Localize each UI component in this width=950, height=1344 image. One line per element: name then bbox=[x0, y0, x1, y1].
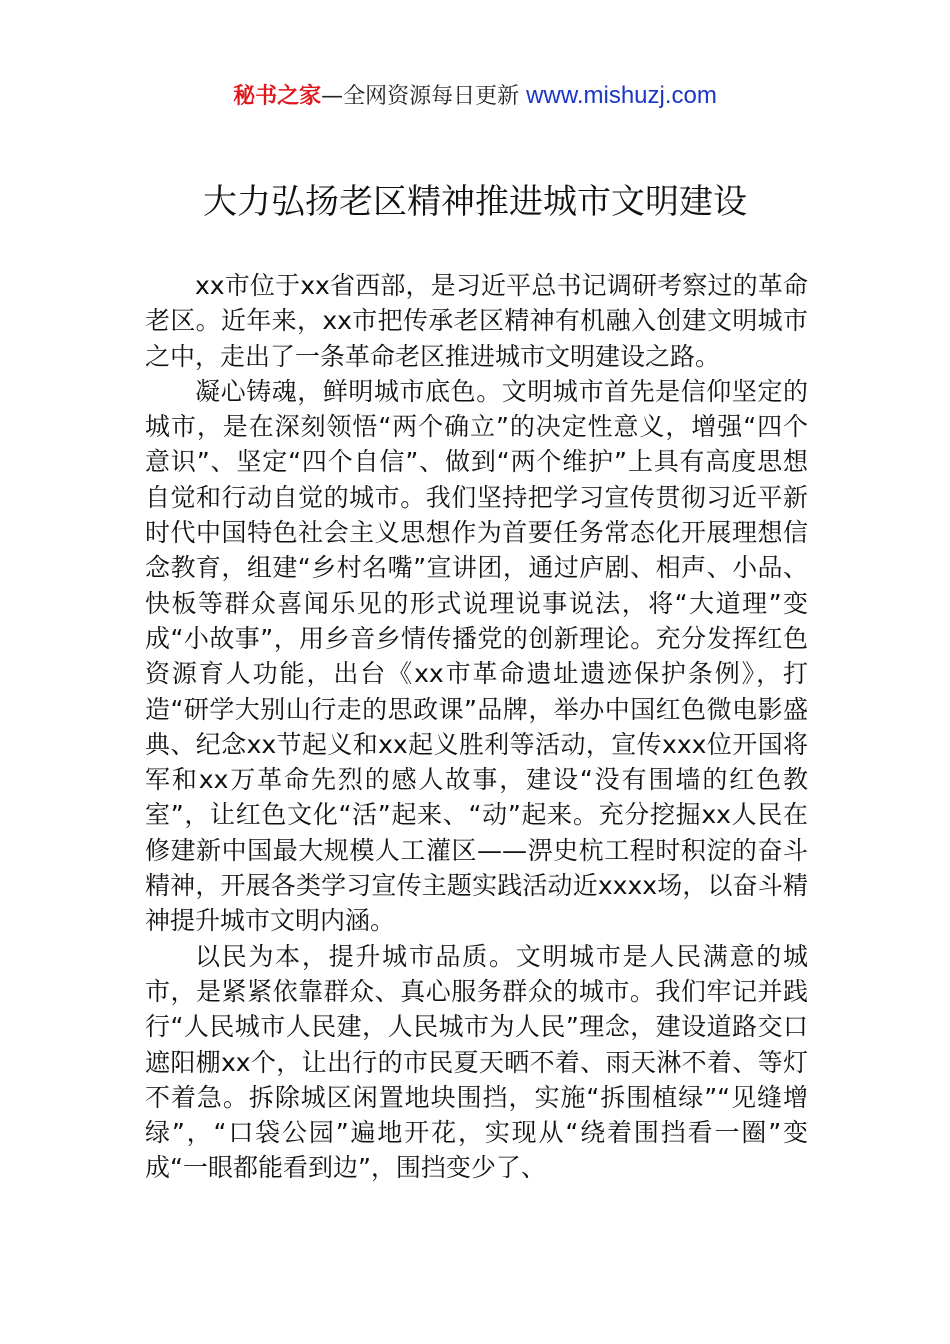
paragraph-people: 以民为本，提升城市品质。文明城市是人民满意的城市，是紧紧依靠群众、真心服务群众的城市。我们牢记并践行“人民城市人民建，人民城市为人民”理念，建设道路交口遮阳棚xx个，让出行的市民夏天晒不着、雨天淋不着、等灯不着急。拆除城区闲置地块围挡，实施“拆围植绿”“见缝增绿”，“口袋公园”遍地开花，实现从“绕着围挡看一圈”变成“一眼都能看到边”，围挡变少了、 bbox=[145, 941, 808, 1183]
site-url-link[interactable]: www.mishuzj.com bbox=[526, 82, 717, 109]
site-brand: 秘书之家 bbox=[233, 84, 322, 109]
site-tagline: —全网资源每日更新 bbox=[321, 84, 527, 109]
paragraph-intro: xx市位于xx省西部，是习近平总书记调研考察过的革命老区。近年来，xx市把传承老区精神有机融入创建文明城市之中，走出了一条革命老区推进城市文明建设之路。 bbox=[145, 271, 808, 371]
document-title: 大力弘扬老区精神推进城市文明建设 bbox=[203, 182, 747, 222]
paragraph-faith: 凝心铸魂，鲜明城市底色。文明城市首先是信仰坚定的城市，是在深刻领悟“两个确立”的决定性意义，增强“四个意识”、坚定“四个自信”、做到“两个维护”上具有高度思想自觉和行动自觉的城市。我们坚持把学习宣传贯彻习近平新时代中国特色社会主义思想作为首要任务常态化开展理想信念教育，组建“乡村名嘴”宣讲团，通过庐剧、相声、小品、快板等群众喜闻乐见的形式说理说事说法，将“大道理”变成“小故事”，用乡音乡情传播党的创新理论。充分发挥红色资源育人功能，出台《xx市革命遗址遗迹保护条例》，打造“研学大别山行走的思政课”品牌，举办中国红色微电影盛典、纪念xx节起义和xx起义胜利等活动，宣传xxx位开国将军和xx万革命先烈的感人故事，建设“没有围墙的红色教室”，让红色文化“活”起来、“动”起来。充分挖掘xx人民在修建新中国最大规模人工灌区——淠史杭工程时积淀的奋斗精神，开展各类学习宣传主题实践活动近xxxx场，以奋斗精神提升城市文明内涵。 bbox=[145, 376, 808, 936]
document-body bbox=[145, 268, 808, 1186]
site-header bbox=[0, 80, 950, 113]
